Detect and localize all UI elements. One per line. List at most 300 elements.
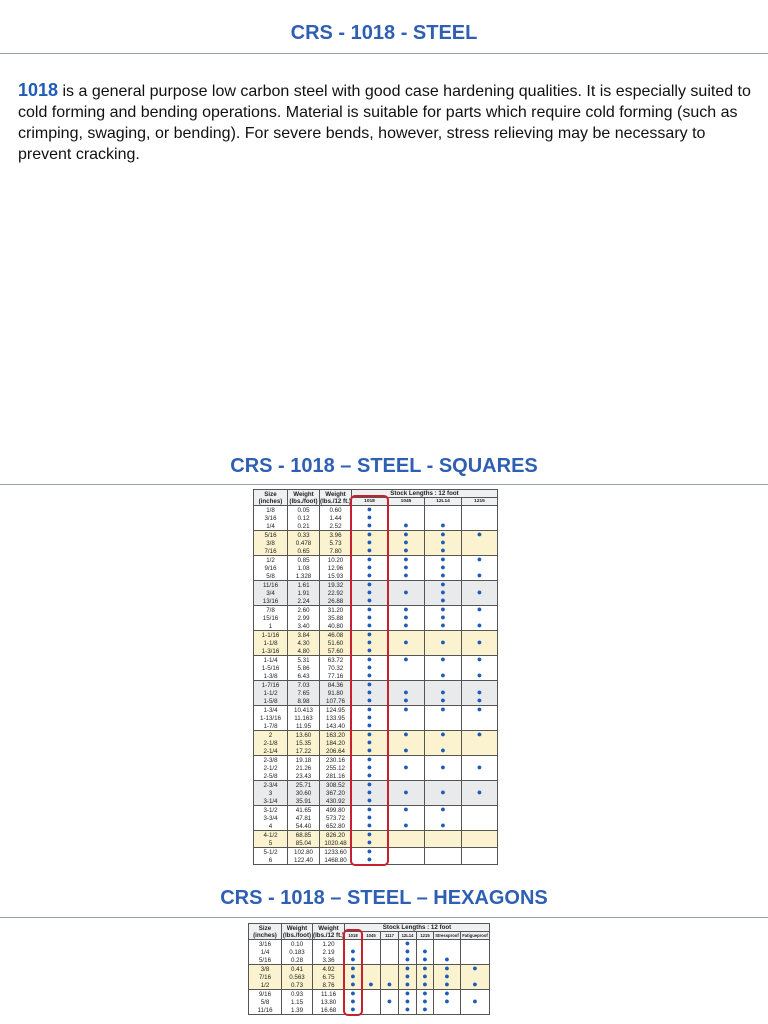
cell-availability (362, 1006, 381, 1015)
cell-availability (462, 556, 498, 565)
availability-dot: ● (476, 622, 483, 630)
availability-dot: ● (366, 647, 373, 655)
availability-dot: ● (386, 981, 393, 989)
cell-availability (352, 656, 388, 665)
cell-availability (352, 614, 388, 622)
header-grade-1215: 1215 (417, 932, 434, 940)
cell-availability (425, 856, 462, 865)
table-row (249, 973, 490, 981)
availability-dot: ● (350, 981, 356, 989)
cell-weight-foot: 1.39 (282, 1006, 313, 1015)
availability-dot: ● (403, 689, 409, 697)
cell-availability (388, 831, 425, 840)
cell-availability (388, 647, 425, 656)
availability-dot: ● (444, 998, 450, 1006)
availability-dot: ● (366, 822, 373, 830)
cell-availability (352, 781, 388, 790)
availability-dot: ● (366, 680, 373, 689)
availability-dot: ● (422, 989, 428, 998)
availability-dot: ● (366, 564, 373, 572)
cell-weight-foot: 85.04 (288, 839, 320, 848)
cell-size: 5 (254, 839, 288, 848)
cell-availability (462, 647, 498, 656)
cell-availability (388, 839, 425, 848)
availability-dot: ● (440, 705, 446, 714)
table-row (254, 547, 498, 556)
availability-dot: ● (403, 805, 409, 814)
table-row (254, 564, 498, 572)
cell-availability (462, 756, 498, 765)
cell-weight-foot: 2.24 (288, 597, 320, 606)
cell-weight-foot: 0.65 (288, 547, 320, 556)
header-grade-1045: 1045 (388, 498, 425, 506)
availability-dot: ● (366, 572, 373, 580)
table-row (254, 506, 498, 515)
cell-size: 2 (254, 731, 288, 740)
cell-weight-12ft: 19.32 (320, 581, 352, 590)
cell-availability (352, 831, 388, 840)
cell-availability (462, 706, 498, 715)
cell-availability (352, 722, 388, 731)
cell-availability (434, 948, 461, 956)
cell-availability (417, 956, 434, 965)
cell-availability (352, 622, 388, 631)
cell-weight-12ft: 230.16 (320, 756, 352, 765)
cell-weight-foot: 2.99 (288, 614, 320, 622)
cell-availability (425, 631, 462, 640)
table-row (254, 514, 498, 522)
cell-availability (352, 689, 388, 697)
cell-availability (352, 522, 388, 531)
cell-weight-foot: 0.33 (288, 531, 320, 540)
cell-availability (425, 581, 462, 590)
cell-weight-foot: 1.61 (288, 581, 320, 590)
availability-dot: ● (440, 764, 446, 772)
availability-dot: ● (422, 948, 428, 956)
cell-availability (352, 697, 388, 706)
availability-dot: ● (366, 755, 373, 764)
cell-weight-foot: 15.35 (288, 739, 320, 747)
cell-availability (462, 697, 498, 706)
availability-dot: ● (440, 672, 446, 680)
cell-availability (461, 973, 490, 981)
availability-dot: ● (403, 622, 409, 630)
cell-availability (388, 797, 425, 806)
intro-text: is a general purpose low carbon steel with good case hardening qualities. It is especially suited to cold forming and bending operations. Material is suitable for parts which require cold forming (such as crimping, swaging, or bending). For severe bends, however, stress relieving may be necessary to prevent cracking. (18, 83, 751, 163)
cell-availability (425, 806, 462, 815)
availability-dot: ● (403, 730, 409, 739)
squares-divider (0, 484, 768, 485)
cell-availability (425, 572, 462, 581)
cell-availability (425, 831, 462, 840)
availability-dot: ● (403, 655, 409, 664)
cell-availability (425, 672, 462, 681)
cell-size: 1-3/4 (254, 706, 288, 715)
cell-availability (352, 756, 388, 765)
cell-availability (388, 631, 425, 640)
cell-weight-foot: 10.413 (288, 706, 320, 715)
availability-dot: ● (476, 697, 483, 705)
cell-availability (425, 531, 462, 540)
cell-availability (388, 822, 425, 831)
table-row (254, 781, 498, 790)
availability-dot: ● (440, 822, 446, 830)
cell-availability (388, 547, 425, 556)
availability-dot: ● (476, 655, 483, 664)
cell-weight-foot: 1.91 (288, 589, 320, 597)
table-row (254, 722, 498, 731)
cell-availability (399, 973, 417, 981)
cell-availability (352, 739, 388, 747)
availability-dot: ● (366, 764, 373, 772)
cell-availability (425, 514, 462, 522)
cell-availability (462, 581, 498, 590)
cell-weight-foot: 0.05 (288, 506, 320, 515)
cell-size: 9/16 (254, 564, 288, 572)
cell-availability (388, 689, 425, 697)
cell-availability (462, 781, 498, 790)
cell-availability (462, 614, 498, 622)
cell-availability (434, 965, 461, 974)
cell-availability (462, 664, 498, 672)
cell-size: 13/16 (254, 597, 288, 606)
cell-weight-12ft: 430.92 (320, 797, 352, 806)
cell-weight-12ft: 40.80 (320, 622, 352, 631)
cell-weight-foot: 35.91 (288, 797, 320, 806)
cell-availability (462, 681, 498, 690)
table-row (249, 948, 490, 956)
table-row (254, 672, 498, 681)
table-row (254, 606, 498, 615)
availability-dot: ● (476, 689, 483, 697)
cell-availability (417, 1006, 434, 1015)
cell-availability (425, 547, 462, 556)
table-row (254, 656, 498, 665)
cell-availability (425, 772, 462, 781)
cell-availability (388, 589, 425, 597)
cell-weight-12ft: 826.20 (320, 831, 352, 840)
cell-weight-foot: 23.43 (288, 772, 320, 781)
cell-weight-foot: 13.60 (288, 731, 320, 740)
cell-availability (345, 990, 362, 999)
cell-size: 2-3/8 (254, 756, 288, 765)
availability-dot: ● (422, 998, 428, 1006)
cell-size: 2-3/4 (254, 781, 288, 790)
cell-size: 7/8 (254, 606, 288, 615)
availability-dot: ● (366, 797, 373, 805)
cell-size: 3-1/2 (254, 806, 288, 815)
cell-availability (462, 831, 498, 840)
table-row (254, 639, 498, 647)
cell-availability (425, 664, 462, 672)
cell-weight-12ft: 13.80 (313, 998, 345, 1006)
cell-availability (425, 822, 462, 831)
availability-dot: ● (422, 956, 428, 964)
cell-availability (462, 797, 498, 806)
cell-availability (345, 965, 362, 974)
cell-weight-foot: 122.40 (288, 856, 320, 865)
cell-availability (425, 681, 462, 690)
cell-weight-12ft: 26.88 (320, 597, 352, 606)
cell-availability (462, 656, 498, 665)
table-row (254, 581, 498, 590)
table-row (254, 839, 498, 848)
cell-availability (399, 1006, 417, 1015)
cell-availability (434, 998, 461, 1006)
cell-availability (425, 731, 462, 740)
availability-dot: ● (366, 789, 373, 797)
cell-availability (381, 948, 399, 956)
availability-dot: ● (403, 522, 409, 530)
table-row (254, 806, 498, 815)
cell-weight-foot: 0.93 (282, 990, 313, 999)
cell-availability (352, 797, 388, 806)
cell-availability (388, 522, 425, 531)
availability-dot: ● (440, 572, 446, 580)
cell-availability (425, 739, 462, 747)
cell-availability (388, 622, 425, 631)
cell-weight-12ft: 1233.60 (320, 848, 352, 857)
cell-availability (417, 998, 434, 1006)
cell-availability (362, 965, 381, 974)
availability-dot: ● (350, 956, 356, 964)
cell-size: 2-1/4 (254, 747, 288, 756)
cell-availability (462, 731, 498, 740)
cell-size: 5/16 (249, 956, 282, 965)
header-size: Size (inches) (254, 490, 288, 506)
availability-dot: ● (368, 981, 374, 989)
cell-availability (352, 589, 388, 597)
availability-dot: ● (444, 973, 450, 981)
cell-availability (462, 714, 498, 722)
availability-dot: ● (366, 705, 373, 714)
cell-weight-12ft: 46.08 (320, 631, 352, 640)
availability-dot: ● (366, 697, 373, 705)
header-weight-12ft: Weight (lbs./12 ft.) (320, 490, 351, 505)
cell-availability (388, 531, 425, 540)
cell-weight-foot: 3.84 (288, 631, 320, 640)
cell-size: 5/8 (249, 998, 282, 1006)
table-row (254, 706, 498, 715)
page-title: CRS - 1018 - STEEL (290, 22, 478, 44)
availability-dot: ● (366, 622, 373, 630)
availability-dot: ● (350, 1006, 356, 1014)
cell-weight-12ft: 12.96 (320, 564, 352, 572)
cell-availability (388, 697, 425, 706)
availability-dot: ● (440, 622, 446, 630)
availability-dot: ● (404, 989, 411, 998)
cell-availability (352, 806, 388, 815)
cell-availability (388, 556, 425, 565)
cell-availability (352, 681, 388, 690)
availability-dot: ● (366, 664, 373, 672)
cell-size: 1-1/4 (254, 656, 288, 665)
availability-dot: ● (403, 572, 409, 580)
cell-availability (362, 948, 381, 956)
cell-weight-foot: 0.28 (282, 956, 313, 965)
cell-availability (381, 973, 399, 981)
header-weight-12ft: Weight (lbs./12 ft.) (313, 924, 344, 939)
cell-availability (462, 564, 498, 572)
cell-availability (381, 940, 399, 949)
cell-weight-foot: 21.26 (288, 764, 320, 772)
cell-weight-foot: 1.15 (282, 998, 313, 1006)
cell-availability (462, 806, 498, 815)
cell-availability (425, 589, 462, 597)
availability-dot: ● (386, 998, 393, 1006)
cell-size: 1-3/8 (254, 672, 288, 681)
cell-size: 1/8 (254, 506, 288, 515)
availability-dot: ● (440, 639, 446, 647)
cell-availability (462, 764, 498, 772)
cell-size: 1-1/8 (254, 639, 288, 647)
cell-availability (462, 848, 498, 857)
cell-availability (388, 856, 425, 865)
cell-weight-12ft: 0.60 (320, 506, 352, 515)
cell-availability (388, 564, 425, 572)
cell-availability (352, 506, 388, 515)
cell-availability (462, 822, 498, 831)
cell-weight-12ft: 308.52 (320, 781, 352, 790)
cell-availability (462, 622, 498, 631)
cell-availability (462, 772, 498, 781)
cell-availability (461, 990, 490, 999)
availability-dot: ● (472, 998, 478, 1006)
cell-weight-12ft: 281.16 (320, 772, 352, 781)
availability-dot: ● (404, 964, 411, 973)
cell-weight-12ft: 163.20 (320, 731, 352, 740)
hexagons-divider (0, 917, 768, 918)
cell-size: 4-1/2 (254, 831, 288, 840)
cell-weight-12ft: 11.16 (313, 990, 345, 999)
cell-size: 5-1/2 (254, 848, 288, 857)
availability-dot: ● (366, 747, 373, 755)
cell-size: 7/16 (254, 547, 288, 556)
cell-availability (352, 789, 388, 797)
cell-availability (352, 747, 388, 756)
cell-size: 7/16 (249, 973, 282, 981)
cell-weight-12ft: 77.16 (320, 672, 352, 681)
cell-availability (425, 606, 462, 615)
cell-availability (417, 948, 434, 956)
availability-dot: ● (476, 555, 483, 564)
header-grade-1117: 1117 (381, 932, 399, 940)
cell-availability (462, 814, 498, 822)
cell-weight-foot: 1.328 (288, 572, 320, 581)
cell-availability (461, 1006, 490, 1015)
cell-availability (352, 647, 388, 656)
cell-size: 2-1/8 (254, 739, 288, 747)
availability-dot: ● (422, 964, 428, 973)
table-row (254, 647, 498, 656)
header-stock-lengths: Stock Lengths : 12 foot (352, 490, 498, 498)
cell-availability (425, 848, 462, 857)
cell-availability (388, 789, 425, 797)
cell-availability (352, 839, 388, 848)
cell-availability (352, 672, 388, 681)
availability-dot: ● (472, 964, 478, 973)
cell-weight-12ft: 51.60 (320, 639, 352, 647)
availability-dot: ● (403, 764, 409, 772)
cell-size: 3/16 (254, 514, 288, 522)
availability-dot: ● (350, 964, 356, 973)
cell-weight-12ft: 35.88 (320, 614, 352, 622)
cell-availability (381, 981, 399, 990)
cell-weight-12ft: 7.80 (320, 547, 352, 556)
availability-dot: ● (366, 530, 373, 539)
cell-availability (461, 956, 490, 965)
cell-size: 2-1/2 (254, 764, 288, 772)
availability-dot: ● (350, 989, 356, 998)
cell-availability (388, 581, 425, 590)
availability-dot: ● (444, 981, 450, 989)
cell-availability (388, 656, 425, 665)
cell-availability (352, 706, 388, 715)
availability-dot: ● (404, 948, 411, 956)
availability-dot: ● (366, 772, 373, 780)
availability-dot: ● (476, 589, 483, 597)
table-row (249, 940, 490, 949)
cell-availability (388, 614, 425, 622)
availability-dot: ● (366, 847, 373, 856)
cell-availability (461, 998, 490, 1006)
availability-dot: ● (403, 547, 409, 555)
availability-dot: ● (366, 739, 373, 747)
availability-dot: ● (403, 697, 409, 705)
table-row (254, 689, 498, 697)
header-weight-foot: Weight (lbs./foot) (282, 924, 312, 939)
cell-weight-12ft: 57.60 (320, 647, 352, 656)
cell-weight-foot: 0.73 (282, 981, 313, 990)
cell-weight-12ft: 15.93 (320, 572, 352, 581)
table-row (254, 764, 498, 772)
availability-dot: ● (472, 981, 478, 989)
availability-dot: ● (350, 998, 356, 1006)
availability-dot: ● (366, 655, 373, 664)
cell-availability (399, 965, 417, 974)
cell-weight-12ft: 1468.80 (320, 856, 352, 865)
cell-availability (425, 622, 462, 631)
cell-availability (362, 956, 381, 965)
cell-availability (388, 639, 425, 647)
availability-dot: ● (440, 689, 446, 697)
availability-dot: ● (404, 939, 411, 948)
cell-weight-foot: 102.80 (288, 848, 320, 857)
cell-availability (425, 764, 462, 772)
availability-dot: ● (440, 614, 446, 622)
cell-size: 1-5/16 (254, 664, 288, 672)
table-row (254, 556, 498, 565)
availability-dot: ● (403, 705, 409, 714)
cell-availability (352, 731, 388, 740)
cell-weight-12ft: 133.95 (320, 714, 352, 722)
cell-availability (462, 547, 498, 556)
cell-weight-foot: 0.183 (282, 948, 313, 956)
availability-dot: ● (404, 1006, 411, 1014)
cell-weight-12ft: 2.19 (313, 948, 345, 956)
cell-availability (462, 531, 498, 540)
availability-dot: ● (366, 580, 373, 589)
cell-weight-foot: 6.43 (288, 672, 320, 681)
cell-availability (462, 856, 498, 865)
cell-availability (362, 940, 381, 949)
cell-availability (434, 973, 461, 981)
availability-dot: ● (440, 589, 446, 597)
cell-weight-12ft: 84.36 (320, 681, 352, 690)
cell-size: 1 (254, 622, 288, 631)
cell-weight-12ft: 184.20 (320, 739, 352, 747)
table-row (254, 531, 498, 540)
